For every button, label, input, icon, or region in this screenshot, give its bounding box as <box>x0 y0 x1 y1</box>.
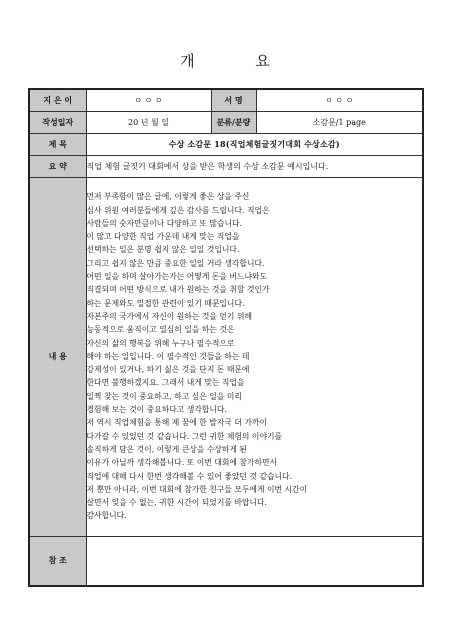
content-line: 사람들의 숫자만큼이나 다양하고 또 많습니다. <box>86 218 242 228</box>
content-row <box>29 177 423 536</box>
content-line: 다가갈 수 있었던 것 같습니다. 그런 귀한 체험의 이야기를 <box>86 431 283 441</box>
content-line: 먼저 부족함이 많은 글에, 이렇게 좋은 상을 주신 <box>86 192 250 202</box>
date-value: 20 년 월 일 <box>86 111 211 133</box>
summary-form-table <box>28 88 424 587</box>
content-lines <box>87 190 423 522</box>
reference-value <box>86 536 423 586</box>
subject-value: 수상 소감문 18(직업체험글짓기대회 수상소감) <box>86 133 423 155</box>
content-line: 자신의 삶의 행복을 위해 누구나 필수적으로 <box>86 338 235 348</box>
content-line: 하는 문제와도 밀접한 관련이 있기 때문입니다. <box>86 298 245 308</box>
content-line: 심사 위원 여러분들에게 깊은 감사를 드립니다. 직업은 <box>86 205 270 215</box>
content-line: 일찍 찾는 것이 중요하고, 하고 싶은 일을 미리 <box>86 391 242 401</box>
content-line: 선택하는 일은 분명 쉽지 않은 일일 것입니다. <box>86 245 240 255</box>
signature-label: 서 명 <box>211 89 256 111</box>
date-row <box>29 111 423 133</box>
content-line: 직결되며 어떤 방식으로 내가 원하는 것을 취할 것인가 <box>86 285 270 295</box>
content-line: 한다면 불행하겠지요. 그래서 내게 맞는 직업을 <box>86 378 245 388</box>
summary-label: 요 약 <box>29 155 86 177</box>
summary-value: 직업 체험 글짓기 대회에서 상을 받은 학생의 수상 소감문 예시입니다. <box>86 155 423 177</box>
content-body <box>86 177 423 536</box>
content-line: 직업에 대해 다시 한번 생각해볼 수 있어 좋았던 것 같습니다. <box>86 471 293 481</box>
author-label: 지 은 이 <box>29 89 86 111</box>
subject-label: 제 목 <box>29 133 86 155</box>
content-line: 자본주의 국가에서 자신이 원하는 것을 얻기 위해 <box>86 311 253 321</box>
content-line: 해야 하는 일입니다. 이 필수적인 것들을 하는 데 <box>86 351 250 361</box>
date-label: 작성일자 <box>29 111 86 133</box>
reference-label: 참 조 <box>29 536 86 586</box>
content-line: 경험해 보는 것이 중요하다고 생각합니다. <box>86 405 227 415</box>
page-title: 개 요 <box>180 52 298 70</box>
content-line: 이유가 아닐까 생각해봅니다. 또 이번 대회에 참가하면서 <box>86 458 278 468</box>
category-value: 소감문/1 page <box>256 111 423 133</box>
reference-row <box>29 536 423 586</box>
content-line: 저 역시 직업체험을 통해 제 꿈에 한 발자국 더 가까이 <box>86 418 267 428</box>
content-line: 이 많고 다양한 직업 가운데 내게 맞는 직업을 <box>86 232 240 242</box>
content-line: 어떤 일을 하며 살아가는가는 어떻게 돈을 버느냐와도 <box>86 272 268 282</box>
content-line: 저 뿐만 아니라, 이번 대회에 참가한 친구들 모두에게 이번 시간이 <box>86 484 308 494</box>
content-label: 내 용 <box>29 177 86 536</box>
signature-value: ㅇ ㅇ ㅇ <box>256 89 423 111</box>
author-value: ㅇ ㅇ ㅇ <box>86 89 211 111</box>
content-line: 그리고 쉽지 않은 만큼 중요한 일일 거라 생각합니다. <box>86 258 265 268</box>
content-line: 강제성이 있거나, 하기 싫은 것을 단지 돈 때문에 <box>86 365 250 375</box>
summary-row <box>29 155 423 177</box>
content-line: 능동적으로 움직이고 열심히 일을 하는 것은 <box>86 325 235 335</box>
content-line: 살면서 잊을 수 없는, 귀한 시간이 되었기를 바랍니다. <box>86 498 267 508</box>
author-row <box>29 89 423 111</box>
subject-row <box>29 133 423 155</box>
content-line: 감사합니다. <box>86 511 127 521</box>
content-line: 솔직하게 담은 것이, 이렇게 큰상을 수상하게 된 <box>86 444 247 454</box>
category-label: 분류/분량 <box>211 111 256 133</box>
